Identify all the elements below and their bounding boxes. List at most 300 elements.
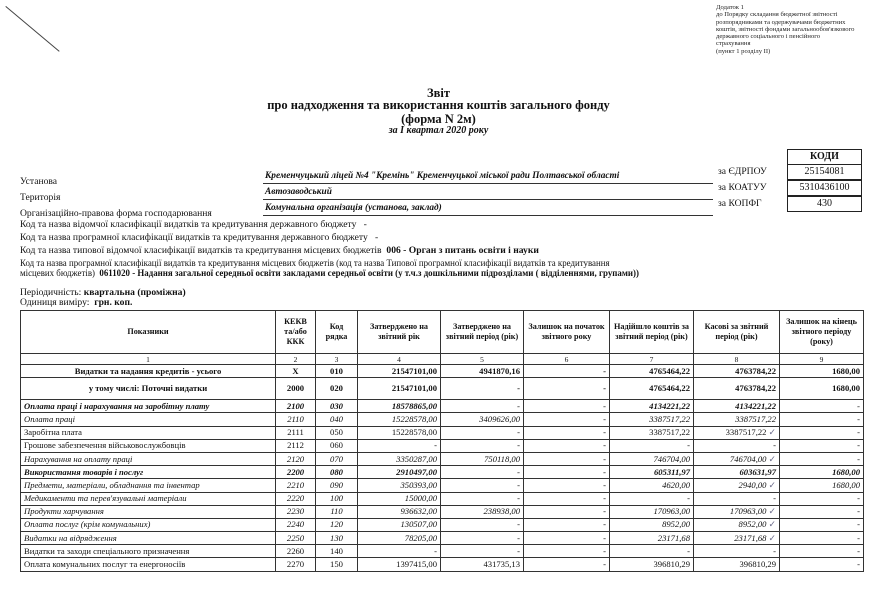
kekv-cell <box>276 452 316 465</box>
cash-cell-text: 4763784,22 <box>735 383 776 394</box>
note-line: (пункт 1 розділу II) <box>716 47 771 55</box>
row-label-text: Заробітна плата <box>24 427 82 438</box>
closing-balance-cell <box>780 400 864 413</box>
kekv-cell-text: 2120 <box>286 453 305 464</box>
row-label <box>21 378 276 400</box>
report-subtitle: про надходження та використання коштів загального фонду <box>267 98 610 112</box>
row-code-cell-text: 110 <box>330 506 343 517</box>
closing-balance-cell <box>780 532 864 545</box>
cash-cell-text: 170963,00 <box>729 506 767 517</box>
closing-balance-cell-text: 1680,00 <box>832 466 860 477</box>
row-label <box>21 505 276 518</box>
approved-period-cell <box>441 426 524 439</box>
opening-balance-cell <box>524 365 610 378</box>
cash-cell <box>694 558 780 571</box>
koatuu-code: 5310436100 <box>787 180 862 196</box>
received-cell <box>610 439 694 452</box>
cash-cell-text: 2940,00 <box>738 479 767 490</box>
approved-year-cell <box>358 466 441 479</box>
opening-balance-cell <box>524 558 610 571</box>
column-header: КЕКВ та/або ККК <box>276 311 316 354</box>
approved-period-cell-text: - <box>517 440 520 451</box>
opening-balance-cell-text: - <box>603 400 606 411</box>
cash-cell-text: 603631,97 <box>739 466 776 477</box>
institution-value: Кременчуцький ліцей №4 "Кремінь" Кременчуцької міської ради Полтавської області <box>265 171 620 181</box>
row-label-text: Оплата праці <box>24 413 75 424</box>
closing-balance-cell-text: - <box>857 545 860 556</box>
row-code-cell-text: 040 <box>330 413 343 424</box>
column-header: Касові за звітний період (рік) <box>694 311 780 354</box>
column-header: Затверджено на звітний період (рік) <box>441 311 524 354</box>
closing-balance-cell <box>780 518 864 531</box>
opening-balance-cell <box>524 505 610 518</box>
approved-year-cell-text: 3350287,00 <box>396 453 437 464</box>
row-code-cell-text: 070 <box>330 453 343 464</box>
received-cell <box>610 426 694 439</box>
kekv-cell <box>276 492 316 505</box>
cash-cell <box>694 365 780 378</box>
row-label <box>21 400 276 413</box>
table-row <box>21 518 864 531</box>
underline <box>263 183 713 184</box>
closing-balance-cell-text: - <box>857 440 860 451</box>
cash-cell <box>694 532 780 545</box>
edrpou-label: за ЄДРПОУ <box>718 166 767 177</box>
approved-year-cell-text: 350393,00 <box>400 479 437 490</box>
closing-balance-cell <box>780 378 864 400</box>
closing-balance-cell-text: - <box>857 519 860 530</box>
check-mark-icon: ✓ <box>768 519 776 530</box>
approved-year-cell <box>358 413 441 426</box>
kekv-cell-text: 2240 <box>286 519 305 530</box>
cash-cell-text: 746704,00 <box>729 453 767 464</box>
received-cell-text: 3387517,22 <box>649 427 690 438</box>
opening-balance-cell-text: - <box>603 506 606 517</box>
cash-cell <box>694 505 780 518</box>
column-number: 4 <box>358 354 441 365</box>
received-cell <box>610 365 694 378</box>
opening-balance-cell-text: - <box>603 519 606 530</box>
closing-balance-cell-text: 1680,00 <box>832 479 860 490</box>
cash-cell-text: 23171,68 <box>734 532 767 543</box>
approved-year-cell <box>358 378 441 400</box>
kekv-cell <box>276 518 316 531</box>
approved-year-cell <box>358 439 441 452</box>
opening-balance-cell <box>524 532 610 545</box>
program-value: - <box>374 232 379 243</box>
underline <box>263 215 713 216</box>
kekv-cell-text: 2270 <box>286 559 305 570</box>
kekv-cell-text: 2210 <box>286 479 305 490</box>
opening-balance-cell-text: - <box>603 479 606 490</box>
table-row <box>21 413 864 426</box>
cash-cell <box>694 378 780 400</box>
closing-balance-cell-text: - <box>857 400 860 411</box>
column-number: 1 <box>21 354 276 365</box>
closing-balance-cell <box>780 466 864 479</box>
approved-period-cell <box>441 479 524 492</box>
received-cell <box>610 400 694 413</box>
closing-balance-cell <box>780 558 864 571</box>
cash-cell-text: 3387517,22 <box>735 413 776 424</box>
row-code-cell <box>316 532 358 545</box>
approved-year-cell-text: 21547101,00 <box>391 383 437 394</box>
territory-value: Автозаводський <box>265 187 332 197</box>
closing-balance-cell <box>780 365 864 378</box>
opening-balance-cell-text: - <box>603 453 606 464</box>
approved-period-cell <box>441 466 524 479</box>
received-cell-text: - <box>687 440 690 451</box>
closing-balance-cell-text: - <box>857 532 860 543</box>
column-header: Залишок на кінець звітного періоду (року) <box>780 311 864 354</box>
row-label-text: Оплата комунальних послуг та енергоносіїв <box>24 559 186 570</box>
legal-form-label: Організаційно-правова форма господарювання <box>20 208 212 219</box>
check-mark-icon: ✓ <box>768 479 776 490</box>
approved-period-cell <box>441 492 524 505</box>
row-label-text: Видатки та заходи спеціального призначення <box>24 545 190 556</box>
received-cell-text: 3387517,22 <box>649 413 690 424</box>
approved-period-cell <box>441 452 524 465</box>
opening-balance-cell <box>524 466 610 479</box>
row-code-cell-text: 020 <box>330 383 343 394</box>
row-code-cell <box>316 378 358 400</box>
approved-period-cell <box>441 545 524 558</box>
row-label <box>21 365 276 378</box>
koatuu-label: за КОАТУУ <box>718 182 767 193</box>
closing-balance-cell <box>780 505 864 518</box>
kekv-cell <box>276 400 316 413</box>
typical-value: 006 - Орган з питань освіти і науки <box>386 245 539 256</box>
cash-cell <box>694 466 780 479</box>
opening-balance-cell <box>524 413 610 426</box>
kopfg-label: за КОПФГ <box>718 198 762 209</box>
received-cell <box>610 413 694 426</box>
cash-cell <box>694 413 780 426</box>
row-label-text: у тому числі: Поточні видатки <box>88 383 208 394</box>
approved-period-cell-text: - <box>517 519 520 530</box>
row-label-text: Продукти харчування <box>24 506 104 517</box>
cash-cell <box>694 439 780 452</box>
closing-balance-cell-text: 1680,00 <box>832 383 860 394</box>
row-code-cell <box>316 413 358 426</box>
row-code-cell <box>316 439 358 452</box>
row-label <box>21 558 276 571</box>
row-code-cell <box>316 545 358 558</box>
unit-value: грн. коп. <box>94 297 133 308</box>
kekv-cell <box>276 439 316 452</box>
received-cell-text: 746704,00 <box>653 453 690 464</box>
cash-cell <box>694 492 780 505</box>
kekv-cell-text: X <box>292 365 299 376</box>
opening-balance-cell-text: - <box>603 383 606 394</box>
row-code-cell-text: 140 <box>330 545 343 556</box>
received-cell-text: 605311,97 <box>653 466 690 477</box>
cash-cell <box>694 452 780 465</box>
table-row <box>21 365 864 378</box>
approved-period-cell <box>441 413 524 426</box>
approved-year-cell-text: - <box>434 545 437 556</box>
note-line: розпорядниками та одержувачами бюджетних <box>716 18 846 26</box>
kekv-cell-text: 2111 <box>287 427 304 438</box>
kekv-cell-text: 2100 <box>286 400 305 411</box>
received-cell <box>610 558 694 571</box>
opening-balance-cell-text: - <box>603 545 606 556</box>
table-row <box>21 426 864 439</box>
closing-balance-cell-text: 1680,00 <box>832 365 860 376</box>
approved-period-cell <box>441 518 524 531</box>
opening-balance-cell <box>524 518 610 531</box>
opening-balance-cell-text: - <box>603 440 606 451</box>
opening-balance-cell <box>524 452 610 465</box>
kekv-cell-text: 2220 <box>286 493 305 504</box>
approved-year-cell <box>358 426 441 439</box>
note-line: Додаток 1 <box>716 4 744 11</box>
approved-year-cell <box>358 492 441 505</box>
opening-balance-cell-text: - <box>603 427 606 438</box>
closing-balance-cell <box>780 452 864 465</box>
column-header: Показники <box>21 311 276 354</box>
received-cell <box>610 479 694 492</box>
report-title: Звіт <box>427 86 450 100</box>
periodicity-value: квартальна (проміжна) <box>83 287 186 298</box>
approved-period-cell-text: 238938,00 <box>483 506 520 517</box>
territory-label: Територія <box>20 192 61 203</box>
approved-period-cell-text: - <box>517 532 520 543</box>
row-label-text: Предмети, матеріали, обладнання та інвентар <box>24 479 200 490</box>
table-row <box>21 532 864 545</box>
table-header-row <box>21 311 864 354</box>
approved-period-cell <box>441 439 524 452</box>
row-code-cell <box>316 365 358 378</box>
kekv-cell <box>276 426 316 439</box>
closing-balance-cell <box>780 545 864 558</box>
note-line: державного соціального і пенсійного <box>716 33 821 41</box>
periodicity: Періодичність: квартальна (проміжна) <box>20 287 186 298</box>
column-number: 3 <box>316 354 358 365</box>
opening-balance-cell-text: - <box>603 466 606 477</box>
row-label <box>21 545 276 558</box>
kekv-cell <box>276 505 316 518</box>
received-cell <box>610 532 694 545</box>
approved-year-cell <box>358 558 441 571</box>
closing-balance-cell-text: - <box>857 427 860 438</box>
approved-year-cell-text: 2910497,00 <box>396 466 437 477</box>
cash-cell <box>694 518 780 531</box>
approved-year-cell-text: 936632,00 <box>400 506 437 517</box>
column-header: Надійшло коштів за звітний період (рік) <box>610 311 694 354</box>
opening-balance-cell <box>524 400 610 413</box>
row-label <box>21 492 276 505</box>
cash-cell <box>694 479 780 492</box>
opening-balance-cell <box>524 439 610 452</box>
row-code-cell-text: 100 <box>330 493 343 504</box>
table-row <box>21 492 864 505</box>
kekv-cell-text: 2110 <box>287 413 304 424</box>
row-label-text: Оплата послуг (крім комунальних) <box>24 519 151 530</box>
local-label-line2: місцевих бюджетів) 0611020 - Надання загальної середньої освіти закладами середньої освіти (у т.ч.з дошкільними підрозділами ( відділеннями, групами)) <box>20 268 639 278</box>
approved-year-cell-text: 1397415,00 <box>396 559 437 570</box>
column-number: 8 <box>694 354 780 365</box>
table-row <box>21 505 864 518</box>
approved-period-cell <box>441 400 524 413</box>
row-code-cell <box>316 466 358 479</box>
cash-cell <box>694 426 780 439</box>
table-row <box>21 439 864 452</box>
approved-year-cell <box>358 532 441 545</box>
row-code-cell-text: 130 <box>330 532 343 543</box>
cash-cell-text: - <box>773 440 776 451</box>
kekv-cell <box>276 532 316 545</box>
footer-mark <box>30 590 32 597</box>
row-code-cell-text: 080 <box>330 466 343 477</box>
approved-year-cell-text: - <box>434 440 437 451</box>
row-code-cell-text: 030 <box>330 400 343 411</box>
check-mark-icon: ✓ <box>768 532 776 543</box>
edrpou-code: 25154081 <box>787 164 862 180</box>
opening-balance-cell <box>524 545 610 558</box>
row-code-cell-text: 050 <box>330 427 343 438</box>
row-code-cell <box>316 558 358 571</box>
approved-year-cell-text: 18578865,00 <box>391 400 437 411</box>
approved-year-cell <box>358 365 441 378</box>
received-cell <box>610 518 694 531</box>
program-label: Код та назва програмної класифікації видатків та кредитування державного бюджету - <box>20 232 379 243</box>
row-label-text: Видатки на відрядження <box>24 532 117 543</box>
note-line: коштів, звітності фондами загальнообов'язкового <box>716 25 855 33</box>
received-cell-text: - <box>687 545 690 556</box>
row-code-cell <box>316 400 358 413</box>
row-label <box>21 532 276 545</box>
cash-cell-text: 8952,00 <box>738 519 767 530</box>
closing-balance-cell <box>780 492 864 505</box>
received-cell-text: 4620,00 <box>662 479 690 490</box>
approved-period-cell-text: - <box>517 479 520 490</box>
report-period: за I квартал 2020 року <box>388 125 489 136</box>
column-header: Затверджено на звітний рік <box>358 311 441 354</box>
row-label <box>21 413 276 426</box>
received-cell-text: 396810,29 <box>653 559 690 570</box>
approved-period-cell <box>441 558 524 571</box>
approved-year-cell-text: 78205,00 <box>404 532 437 543</box>
opening-balance-cell-text: - <box>603 493 606 504</box>
row-code-cell <box>316 426 358 439</box>
closing-balance-cell <box>780 439 864 452</box>
table-row <box>21 466 864 479</box>
local-label: Код та назва програмної класифікації видатків та кредитування місцевих бюджетів (код та назва Типової програмної класифікації видатків та кредитування <box>20 258 610 268</box>
opening-balance-cell-text: - <box>603 532 606 543</box>
report-table <box>20 310 864 572</box>
received-cell <box>610 492 694 505</box>
row-code-cell <box>316 518 358 531</box>
opening-balance-cell <box>524 426 610 439</box>
column-number: 6 <box>524 354 610 365</box>
institution-label: Установа <box>20 176 58 187</box>
row-code-cell-text: 010 <box>330 365 343 376</box>
appendix-note <box>716 4 866 55</box>
row-label-text: Видатки та надання кредитів - усього <box>74 365 222 376</box>
row-label <box>21 518 276 531</box>
kekv-cell-text: 2230 <box>286 506 305 517</box>
closing-balance-cell <box>780 479 864 492</box>
cash-cell-text: - <box>773 493 776 504</box>
kekv-cell <box>276 413 316 426</box>
approved-period-cell-text: - <box>517 427 520 438</box>
kopfg-code: 430 <box>787 196 862 212</box>
column-number: 5 <box>441 354 524 365</box>
received-cell-text: 170963,00 <box>653 506 690 517</box>
received-cell <box>610 466 694 479</box>
row-label-text: Грошове забезпечення військовослужбовців <box>24 440 186 451</box>
row-code-cell <box>316 479 358 492</box>
approved-year-cell-text: 15000,00 <box>404 493 437 504</box>
row-code-cell-text: 120 <box>330 519 343 530</box>
approved-period-cell-text: - <box>517 383 520 394</box>
table-row <box>21 479 864 492</box>
cash-cell-text: 3387517,22 <box>725 427 767 438</box>
received-cell <box>610 545 694 558</box>
row-code-cell-text: 060 <box>330 440 343 451</box>
kekv-cell <box>276 558 316 571</box>
cash-cell-text: 4763784,22 <box>735 365 776 376</box>
table-row <box>21 545 864 558</box>
row-code-cell-text: 150 <box>330 559 343 570</box>
opening-balance-cell <box>524 378 610 400</box>
opening-balance-cell-text: - <box>603 413 606 424</box>
approved-period-cell-text: 4941870,16 <box>479 365 520 376</box>
received-cell <box>610 378 694 400</box>
opening-balance-cell <box>524 492 610 505</box>
note-line: страхування <box>716 40 751 48</box>
kekv-cell-text: 2250 <box>286 532 305 543</box>
approved-year-cell <box>358 452 441 465</box>
row-label <box>21 466 276 479</box>
row-code-cell <box>316 492 358 505</box>
received-cell-text: 4134221,22 <box>649 400 690 411</box>
column-number-row <box>21 354 864 365</box>
received-cell <box>610 452 694 465</box>
table-row <box>21 400 864 413</box>
column-number: 2 <box>276 354 316 365</box>
row-label <box>21 452 276 465</box>
received-cell-text: 8952,00 <box>662 519 690 530</box>
closing-balance-cell-text: - <box>857 453 860 464</box>
cash-cell <box>694 545 780 558</box>
row-label-text: Нарахування на оплату праці <box>24 453 133 464</box>
approved-year-cell-text: 15228578,00 <box>391 413 437 424</box>
underline <box>263 199 713 200</box>
closing-balance-cell-text: - <box>857 506 860 517</box>
kekv-cell <box>276 545 316 558</box>
cash-cell-text: 396810,29 <box>739 559 776 570</box>
row-label <box>21 439 276 452</box>
received-cell <box>610 505 694 518</box>
check-mark-icon: ✓ <box>768 427 776 438</box>
opening-balance-cell <box>524 479 610 492</box>
closing-balance-cell-text: - <box>857 493 860 504</box>
table-row <box>21 378 864 400</box>
closing-balance-cell <box>780 413 864 426</box>
approved-year-cell-text: 21547101,00 <box>391 365 437 376</box>
row-label-text: Медикаменти та перев'язувальні матеріали <box>24 493 187 504</box>
approved-period-cell-text: - <box>517 466 520 477</box>
kekv-cell-text: 2200 <box>286 466 305 477</box>
closing-balance-cell-text: - <box>857 413 860 424</box>
approved-period-cell-text: - <box>517 545 520 556</box>
closing-balance-cell-text: - <box>857 559 860 570</box>
row-label-text: Оплата праці і нарахування на заробітну плату <box>24 400 210 411</box>
received-cell-text: 4765464,22 <box>649 383 690 394</box>
cash-cell-text: 4134221,22 <box>735 400 776 411</box>
